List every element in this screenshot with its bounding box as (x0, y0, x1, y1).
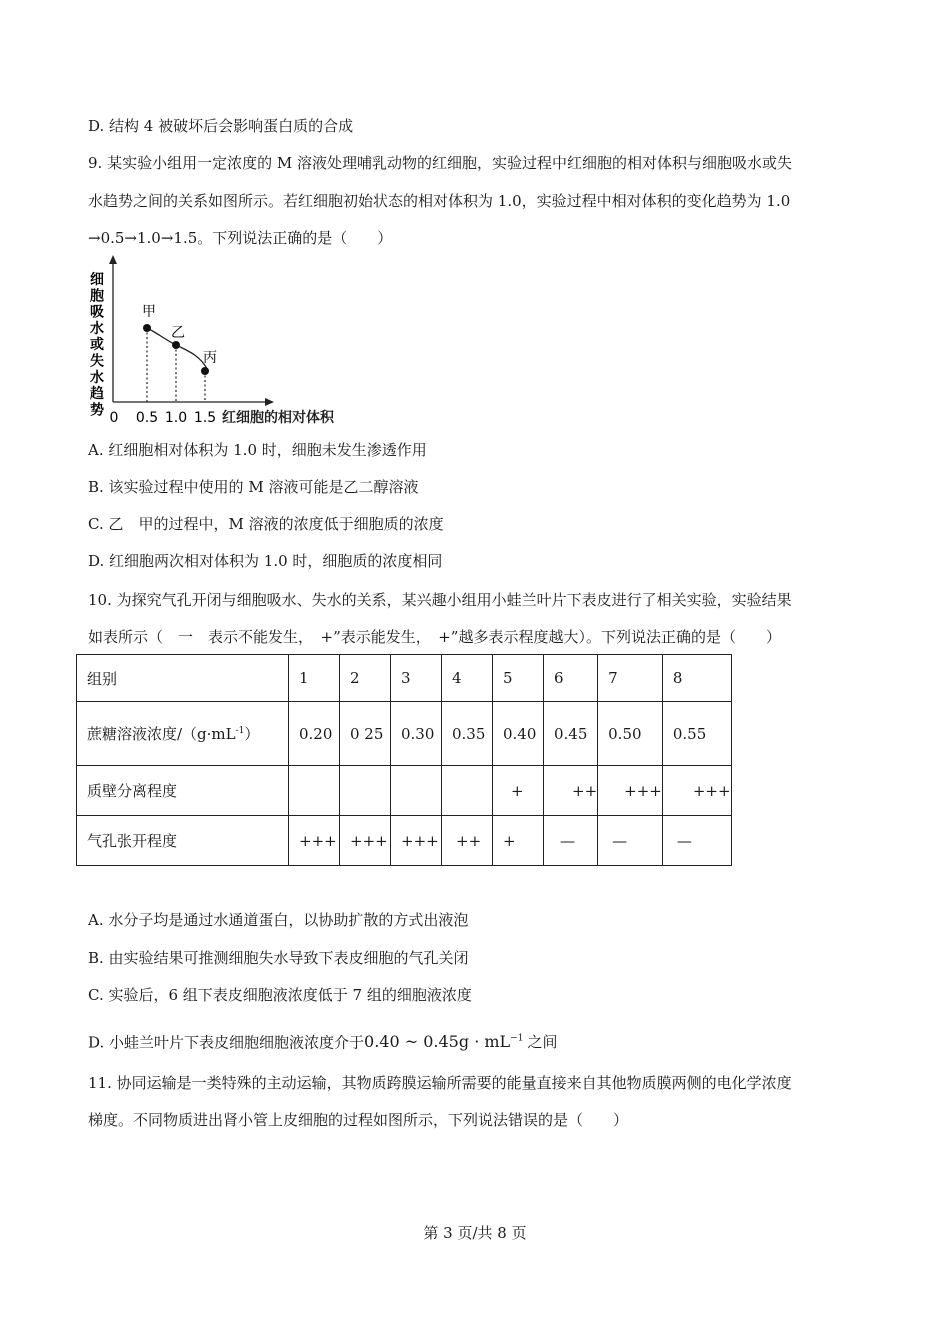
ylabel-char: 失 (90, 353, 104, 370)
table-cell: 0.50 (598, 702, 663, 766)
table-cell: 0.55 (662, 702, 731, 766)
table-cell: ++ (544, 766, 598, 816)
data-point (172, 341, 180, 349)
table-row-stomata (77, 816, 732, 866)
group-cell: 2 (340, 655, 391, 702)
x-axis-arrow (265, 398, 274, 406)
page-footer: 第 3 页/共 8 页 (423, 1224, 527, 1242)
q10-option-c: C. 实验后，6 组下表皮细胞液浓度低于 7 组的细胞液浓度 (88, 986, 472, 1004)
group-cell: 8 (662, 655, 731, 702)
table-cell: +++ (662, 766, 731, 816)
table-cell: 0.35 (442, 702, 493, 766)
table-cell: + (493, 766, 544, 816)
table-cell: +++ (340, 816, 391, 866)
table-cell: +++ (289, 816, 340, 866)
ylabel-char: 吸 (90, 304, 104, 321)
option-d-tail: 之间 (527, 1033, 558, 1052)
ylabel-char: 细 (90, 272, 104, 288)
q10-stem-line1: 10. 为探究气孔开闭与细胞吸水、失水的关系，某兴趣小组用小蛙兰叶片下表皮进行了相关实验，实验结果 (88, 591, 792, 609)
q9-option-d: D. 红细胞两次相对体积为 1.0 时，细胞质的浓度相同 (88, 552, 443, 570)
table-header-label: 组别 (77, 655, 289, 702)
q11-stem-line1: 11. 协同运输是一类特殊的主动运输，其物质跨膜运输所需要的能量直接来自其他物质膜两侧的电化学浓度 (88, 1074, 792, 1092)
y-axis-arrow (109, 255, 117, 264)
ylabel-char: 或 (90, 337, 104, 354)
row-label: 气孔张开程度 (77, 816, 289, 866)
table-cell: 0.30 (391, 702, 442, 766)
ylabel-char: 水 (90, 320, 104, 337)
ylabel-char: 胞 (90, 288, 104, 305)
x-tick-label: 0 (109, 410, 119, 426)
q11-stem-line2: 梯度。不同物质进出肾小管上皮细胞的过程如图所示，下列说法错误的是（ ） (88, 1111, 629, 1129)
q9-stem-line1: 9. 某实验小组用一定浓度的 M 溶液处理哺乳动物的红细胞，实验过程中红细胞的相对体积与细胞吸水或失 (88, 154, 792, 172)
q10-option-b: B. 由实验结果可推测细胞失水导致下表皮细胞的气孔关闭 (88, 949, 469, 967)
chart-ylabel (90, 272, 104, 418)
row-label: 质壁分离程度 (77, 766, 289, 816)
table-row-concentration (77, 702, 732, 766)
table-cell: — (544, 816, 598, 866)
data-point (201, 367, 209, 375)
ylabel-char: 水 (90, 369, 104, 386)
group-cell: 7 (598, 655, 663, 702)
ylabel-char: 趋 (90, 386, 104, 403)
q9-chart (84, 252, 374, 432)
q9-stem-line3: →0.5→1.0→1.5。下列说法正确的是（ ） (88, 229, 393, 247)
table-cell: 0.45 (544, 702, 598, 766)
concentration-range: 0.40 ~ $0.45g \cdot mL^{-1}$ (364, 1032, 524, 1052)
table-cell: +++ (598, 766, 663, 816)
q10-option-a: A. 水分子均是通过水通道蛋白，以协助扩散的方式出液泡 (88, 911, 469, 929)
chart-xlabel: 红细胞的相对体积 (222, 410, 334, 426)
q9-stem-line2: 水趋势之间的关系如图所示。若红细胞初始状态的相对体积为 1.0，实验过程中相对体积的变化趋势为 1.0 (88, 192, 791, 210)
q10-option-d (88, 1029, 557, 1052)
ylabel-char: 势 (90, 402, 104, 419)
table-cell: — (662, 816, 731, 866)
x-tick-label: 1.5 (193, 410, 217, 426)
table-cell (391, 766, 442, 816)
group-cell: 6 (544, 655, 598, 702)
group-cell: 3 (391, 655, 442, 702)
table-cell: + (493, 816, 544, 866)
option-d-text: D. 小蛙兰叶片下表皮细胞细胞液浓度介于 (88, 1033, 365, 1052)
table-cell: — (598, 816, 663, 866)
table-cell (442, 766, 493, 816)
table-row-plasmolysis (77, 766, 732, 816)
group-cell: 1 (289, 655, 340, 702)
q9-option-b: B. 该实验过程中使用的 M 溶液可能是乙二醇溶液 (88, 478, 419, 496)
table-cell: 0.40 (493, 702, 544, 766)
q10-stem-line2: 如表所示（ 一 表示不能发生， +”表示能发生， +”越多表示程度越大）。下列说法正确的是（ ） (88, 628, 781, 646)
table-header-row (77, 655, 732, 702)
x-tick-label: 1.0 (164, 410, 188, 426)
point-label: 丙 (203, 350, 217, 366)
table-cell: ++ (442, 816, 493, 866)
q9-option-c: C. 乙 甲的过程中，M 溶液的浓度低于细胞质的浓度 (88, 515, 444, 533)
option-d-previous: D. 结构 4 被破坏后会影响蛋白质的合成 (88, 117, 354, 135)
table-cell: 0.20 (289, 702, 340, 766)
table-cell (340, 766, 391, 816)
point-label: 甲 (142, 304, 156, 320)
q10-results-table (76, 654, 732, 866)
point-label: 乙 (171, 325, 185, 341)
q9-option-a: A. 红细胞相对体积为 1.0 时，细胞未发生渗透作用 (88, 441, 427, 459)
x-tick-label: 0.5 (135, 410, 159, 426)
group-cell: 4 (442, 655, 493, 702)
group-cell: 5 (493, 655, 544, 702)
table-cell: 0 25 (340, 702, 391, 766)
table-cell: +++ (391, 816, 442, 866)
row-label: 蔗糖溶液浓度$/(g\cdot mL^{-1})$ (77, 702, 289, 766)
table-cell (289, 766, 340, 816)
data-point (143, 324, 151, 332)
